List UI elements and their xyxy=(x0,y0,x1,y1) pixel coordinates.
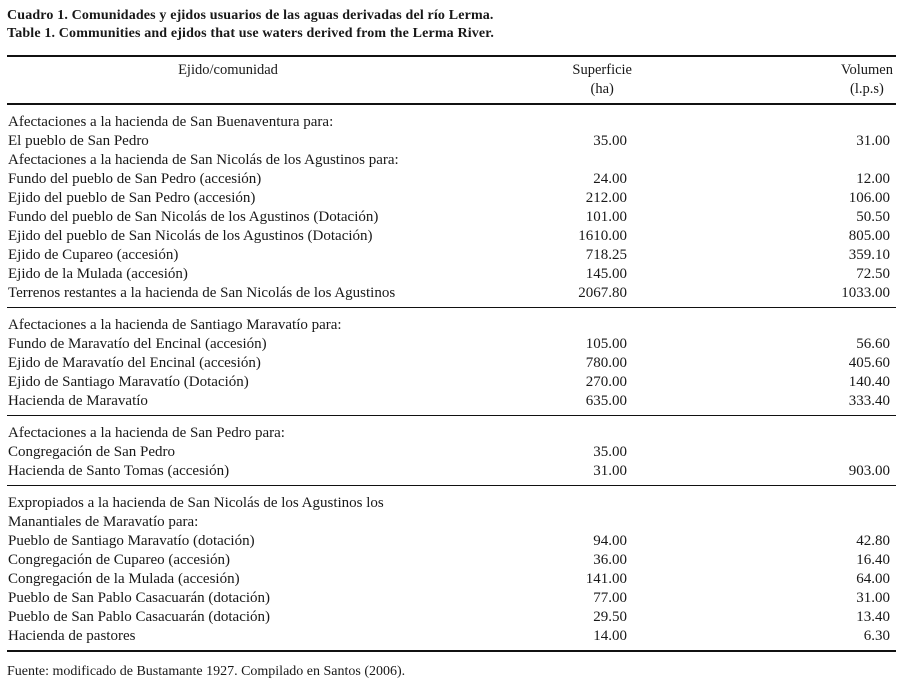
superficie-value: 77.00 xyxy=(593,590,627,606)
column-header-volumen xyxy=(634,61,896,99)
superficie-value: 212.00 xyxy=(585,190,627,206)
table-header-row xyxy=(7,55,896,105)
row-label: Manantiales de Maravatío para: xyxy=(8,514,199,530)
volumen-value: 13.40 xyxy=(856,609,890,625)
row-label: Ejido de la Mulada (accesión) xyxy=(8,266,188,282)
volumen-value: 56.60 xyxy=(856,336,890,352)
superficie-value: 718.25 xyxy=(585,247,627,263)
row-label: Hacienda de Maravatío xyxy=(8,393,148,409)
row-label: Fundo de Maravatío del Encinal (accesión) xyxy=(8,336,267,352)
volumen-value: 333.40 xyxy=(848,393,890,409)
volumen-header-label: Volumen xyxy=(840,62,893,78)
volumen-header-stack xyxy=(841,61,893,99)
superficie-header-stack xyxy=(572,61,632,99)
caption-spanish: Cuadro 1. Comunidades y ejidos usuarios de las aguas derivadas del río Lerma. xyxy=(7,8,494,23)
volumen-value: 12.00 xyxy=(856,171,890,187)
table-row xyxy=(7,443,896,462)
superficie-value: 105.00 xyxy=(585,336,627,352)
row-label: Ejido de Maravatío del Encinal (accesión) xyxy=(8,355,261,371)
superficie-value: 101.00 xyxy=(585,209,627,225)
row-label: Hacienda de pastores xyxy=(8,628,136,644)
table-section xyxy=(7,485,896,650)
table-row xyxy=(7,246,896,265)
table-row xyxy=(7,335,896,354)
row-label: Ejido del pueblo de San Nicolás de los Agustinos (Dotación) xyxy=(8,228,373,244)
row-label: Congregación de San Pedro xyxy=(8,444,176,460)
superficie-value: 35.00 xyxy=(593,133,627,149)
superficie-value: 635.00 xyxy=(585,393,627,409)
volumen-value: 106.00 xyxy=(848,190,890,206)
row-label: El pueblo de San Pedro xyxy=(8,133,149,149)
volumen-value: 64.00 xyxy=(856,571,890,587)
superficie-value: 14.00 xyxy=(593,628,627,644)
data-table xyxy=(7,55,896,652)
group-header-row xyxy=(7,316,896,335)
superficie-value: 1610.00 xyxy=(578,228,627,244)
group-header-row xyxy=(7,113,896,132)
volumen-value: 31.00 xyxy=(856,133,890,149)
table-section xyxy=(7,307,896,415)
group-header-row xyxy=(7,424,896,443)
row-label: Congregación de Cupareo (accesión) xyxy=(8,552,230,568)
superficie-header-unit: (ha) xyxy=(590,81,614,97)
table-row xyxy=(7,589,896,608)
group-header-row xyxy=(7,513,896,532)
superficie-value: 2067.80 xyxy=(578,285,627,301)
group-header-row xyxy=(7,151,896,170)
volumen-value: 6.30 xyxy=(863,628,890,644)
row-label: Afectaciones a la hacienda de San Buenaventura para: xyxy=(8,114,334,130)
table-row xyxy=(7,532,896,551)
volumen-value: 50.50 xyxy=(856,209,890,225)
source-note: Fuente: modificado de Bustamante 1927. Compilado en Santos (2006). xyxy=(7,664,406,679)
volumen-value: 903.00 xyxy=(848,463,890,479)
volumen-value: 359.10 xyxy=(848,247,890,263)
table-row xyxy=(7,570,896,589)
row-label: Ejido de Santiago Maravatío (Dotación) xyxy=(8,374,249,390)
superficie-header-label: Superficie xyxy=(572,62,632,78)
row-label: Afectaciones a la hacienda de San Nicolás de los Agustinos para: xyxy=(8,152,399,168)
volumen-value: 16.40 xyxy=(856,552,890,568)
column-header-ejido: Ejido/comunidad xyxy=(178,62,278,78)
table-section xyxy=(7,415,896,485)
table-row xyxy=(7,462,896,481)
volumen-value: 31.00 xyxy=(856,590,890,606)
superficie-value: 780.00 xyxy=(585,355,627,371)
table-row xyxy=(7,392,896,411)
table-row xyxy=(7,170,896,189)
row-label: Fundo del pueblo de San Pedro (accesión) xyxy=(8,171,262,187)
superficie-value: 31.00 xyxy=(593,463,627,479)
group-header-row xyxy=(7,494,896,513)
table-row xyxy=(7,265,896,284)
superficie-value: 270.00 xyxy=(585,374,627,390)
row-label: Ejido de Cupareo (accesión) xyxy=(8,247,179,263)
row-label: Ejido del pueblo de San Pedro (accesión) xyxy=(8,190,256,206)
table-body xyxy=(7,105,896,652)
superficie-value: 94.00 xyxy=(593,533,627,549)
row-label: Afectaciones a la hacienda de Santiago Maravatío para: xyxy=(8,317,342,333)
row-label: Terrenos restantes a la hacienda de San Nicolás de los Agustinos xyxy=(8,285,396,301)
table-row xyxy=(7,354,896,373)
table-row xyxy=(7,551,896,570)
volumen-value: 1033.00 xyxy=(841,285,890,301)
table-row xyxy=(7,132,896,151)
volumen-value: 72.50 xyxy=(856,266,890,282)
row-label: Expropiados a la hacienda de San Nicolás de los Agustinos los xyxy=(8,495,384,511)
volumen-value: 405.60 xyxy=(848,355,890,371)
table-row xyxy=(7,608,896,627)
row-label: Hacienda de Santo Tomas (accesión) xyxy=(8,463,230,479)
superficie-value: 145.00 xyxy=(585,266,627,282)
table-row xyxy=(7,627,896,646)
superficie-value: 141.00 xyxy=(585,571,627,587)
table-row xyxy=(7,227,896,246)
row-label: Fundo del pueblo de San Nicolás de los Agustinos (Dotación) xyxy=(8,209,379,225)
row-label: Pueblo de San Pablo Casacuarán (dotación) xyxy=(8,609,271,625)
volumen-header-unit: (l.p.s) xyxy=(850,81,884,97)
table-row xyxy=(7,373,896,392)
table-row xyxy=(7,284,896,303)
volumen-value: 42.80 xyxy=(856,533,890,549)
superficie-value: 24.00 xyxy=(593,171,627,187)
table-row xyxy=(7,208,896,227)
column-header-superficie xyxy=(448,61,634,99)
row-label: Afectaciones a la hacienda de San Pedro para: xyxy=(8,425,285,441)
superficie-value: 35.00 xyxy=(593,444,627,460)
superficie-value: 29.50 xyxy=(593,609,627,625)
superficie-value: 36.00 xyxy=(593,552,627,568)
table-section xyxy=(7,105,896,307)
volumen-value: 140.40 xyxy=(848,374,890,390)
table-caption xyxy=(7,7,896,43)
caption-english: Table 1. Communities and ejidos that use waters derived from the Lerma River. xyxy=(7,26,495,41)
row-label: Pueblo de San Pablo Casacuarán (dotación) xyxy=(8,590,271,606)
row-label: Pueblo de Santiago Maravatío (dotación) xyxy=(8,533,255,549)
row-label: Congregación de la Mulada (accesión) xyxy=(8,571,240,587)
volumen-value: 805.00 xyxy=(848,228,890,244)
table-row xyxy=(7,189,896,208)
